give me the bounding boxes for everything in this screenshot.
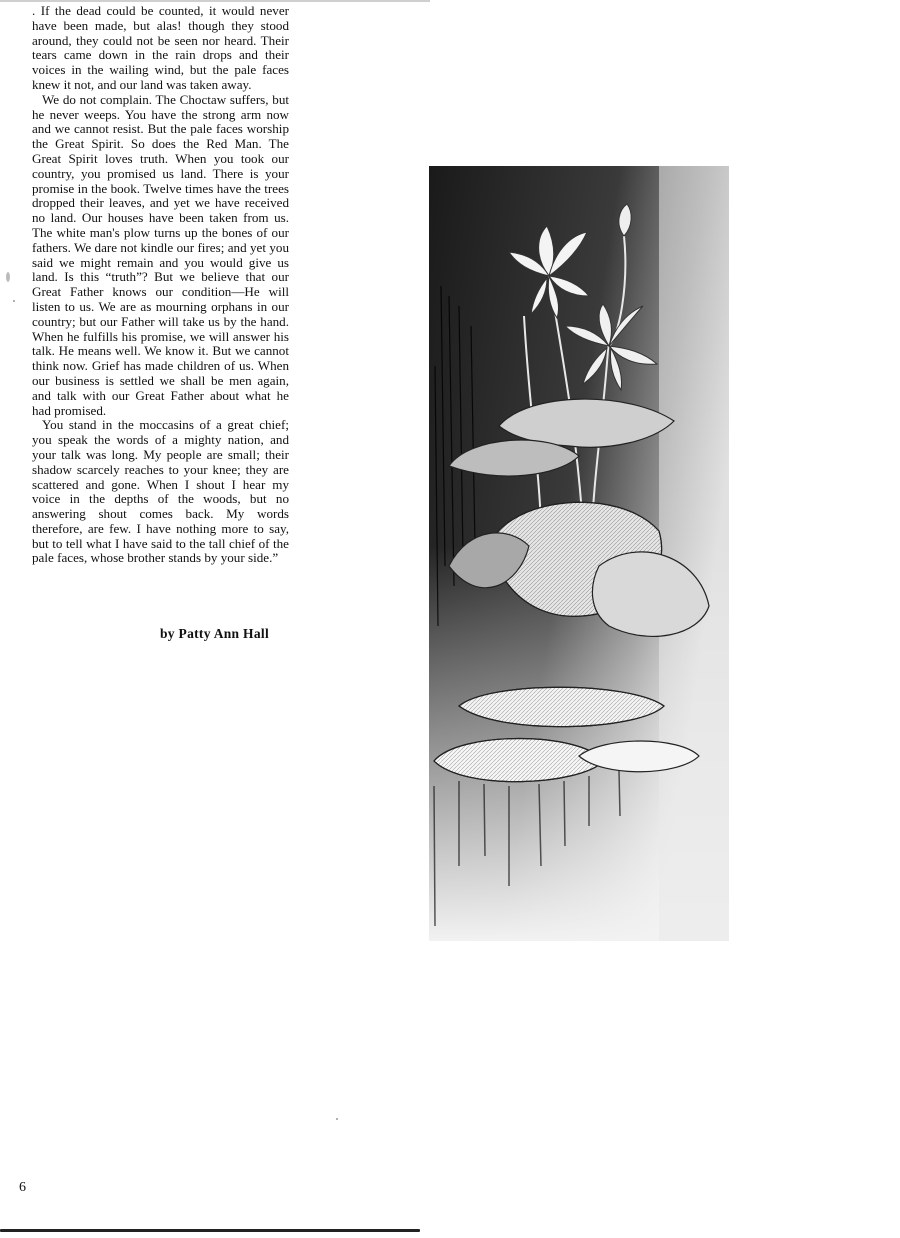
- margin-speck: [13, 300, 15, 302]
- article-text: [32, 4, 289, 566]
- byline: by Patty Ann Hall: [160, 626, 269, 641]
- top-rule: [0, 0, 430, 2]
- margin-speck: [6, 272, 10, 282]
- bottom-rule: [0, 1229, 420, 1232]
- paragraph-1: . If the dead could be counted, it would never have been made, but alas! though they stood around, they could not be seen nor heard. Their tears came down in the rain drops and their voices in the wailing wind, but the pale faces knew it not, and our land was taken away.: [32, 3, 289, 92]
- paragraph-2: We do not complain. The Choctaw suffers, but he never weeps. You have the strong arm now and we cannot resist. But the pale faces worship the Great Spirit. So does the Red Man. The Great Spirit loves truth. When you took our country, you promised us land. There is your promise in the book. Twelve times have the trees dropped their leaves, and yet we have received no land. Our houses have been taken from us. The white man's plow turns up the bones of our fathers. We dare not kindle our fires; and yet you said we might remain and you would give us land. Is this “truth”? But we believe that our Great Father knows our condition—He will listen to us. We are as mourning orphans in our country; but our Father will take us by the hand. When he fulfills his promise, we will answer his talk. He means well. We know it. But we cannot think now. Grief has made children of us. When our business is settled we shall be men again, and talk with our Great Father about what he had promised.: [32, 91, 289, 418]
- lotus-illustration: [429, 166, 729, 941]
- page-number: 6: [19, 1180, 26, 1195]
- paragraph-3: You stand in the moccasins of a great chief; you speak the words of a mighty nation, and your talk was long. My people are small; their shadow scarcely reaches to your knee; they are scattered and gone. When I shout I hear my voice in the depths of the woods, but no answering shout comes back. My words therefore, are few. I have nothing more to say, but to tell what I have said to the tall chief of the pale faces, whose brother stands by your side.”: [32, 417, 289, 566]
- margin-speck: [336, 1118, 338, 1120]
